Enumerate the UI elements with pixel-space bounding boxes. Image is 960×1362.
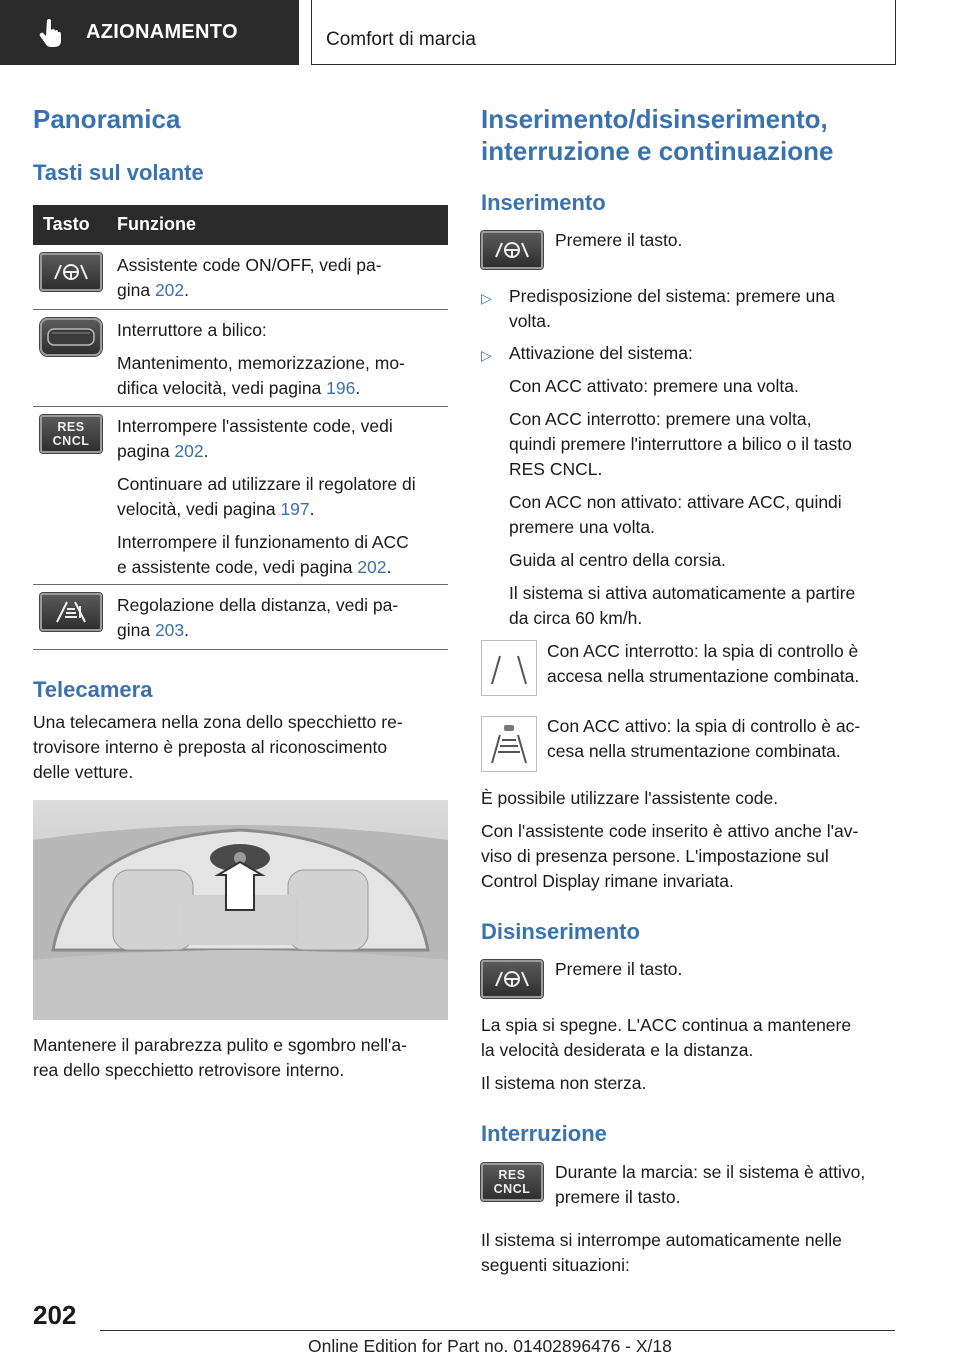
- bullet-text: [509, 284, 835, 334]
- bullet-line: Attivazione del sistema:: [509, 343, 693, 363]
- interrupt-heading: Interruzione: [481, 1121, 607, 1146]
- bullet-line: volta.: [509, 311, 551, 331]
- insert-after-text: [481, 786, 858, 894]
- chapter-tab: [0, 0, 299, 65]
- col-key-header: Tasto: [43, 214, 90, 234]
- chapter-title: AZIONAMENTO: [86, 21, 238, 43]
- row-text: gina: [117, 280, 155, 300]
- body-line: seguenti situazioni:: [481, 1255, 630, 1275]
- footer-divider: [100, 1330, 895, 1331]
- caption-line: Mantenere il parabrezza pulito e sgombro nell'a-: [33, 1035, 407, 1055]
- row-text: .: [386, 557, 392, 577]
- row-text: gina: [117, 620, 155, 640]
- indicator-line: Con ACC attivo: la spia di controllo è ac-: [547, 716, 861, 736]
- row-text: Interrompere il funzionamento di ACC: [117, 532, 409, 552]
- page-link[interactable]: 202: [154, 280, 185, 300]
- page-link[interactable]: 196: [326, 378, 356, 398]
- body-line: viso di presenza persone. L'impostazione sul: [481, 846, 829, 866]
- key-label: RES: [57, 420, 85, 434]
- bullet-text: [509, 341, 855, 631]
- footer-edition: Online Edition for Part no. 01402896476 - X/18: [308, 1336, 672, 1356]
- table-row: [117, 318, 405, 401]
- page-number: 202: [33, 1300, 77, 1330]
- disinsert-text: [481, 1013, 851, 1096]
- body-line: premere il tasto.: [555, 1187, 681, 1207]
- body-line: La spia si spegne. L'ACC continua a mantenere: [481, 1015, 852, 1035]
- bullet-line: Con ACC attivato: premere una volta.: [509, 376, 799, 396]
- body-line: trovisore interno è preposta al riconoscimento: [33, 737, 388, 757]
- indicator-line: Con ACC interrotto: la spia di controllo è: [547, 641, 859, 661]
- row-text: Interruttore a bilico:: [117, 320, 267, 340]
- steering-assist-button-icon: [481, 960, 543, 998]
- caption-line: rea dello specchietto retrovisore interno.: [33, 1060, 345, 1080]
- bullet-line: Predisposizione del sistema: premere una: [509, 286, 835, 306]
- subtitle-steering-buttons: Tasti sul volante: [33, 160, 204, 185]
- title-line: Inserimento/disinserimento,: [481, 104, 828, 134]
- steering-assist-button-icon: [40, 253, 102, 291]
- camera-body: [33, 710, 403, 785]
- indicator-line: cesa nella strumentazione combinata.: [547, 741, 841, 761]
- triangle-bullet-icon: ▷: [481, 290, 492, 306]
- row-text: .: [184, 280, 190, 300]
- divider: [33, 649, 448, 650]
- page-link[interactable]: 202: [174, 441, 204, 461]
- table-row: [117, 414, 416, 580]
- page-link[interactable]: 202: [357, 557, 387, 577]
- hand-pointer-icon: [38, 17, 64, 49]
- body-line: Control Display rimane invariata.: [481, 871, 734, 891]
- section-tab: [311, 0, 896, 65]
- bullet-line: premere una volta.: [509, 517, 655, 537]
- page-link[interactable]: 203: [154, 620, 185, 640]
- bullet-line: Con ACC interrotto: premere una volta,: [509, 409, 812, 429]
- table-row: [117, 253, 382, 303]
- page-link[interactable]: 197: [280, 499, 310, 519]
- key-label: RES: [498, 1168, 526, 1182]
- disinsert-heading: Disinserimento: [481, 919, 640, 944]
- disinsert-press: Premere il tasto.: [555, 959, 683, 979]
- divider: [33, 406, 448, 407]
- body-line: Il sistema si interrompe automaticamente nelle: [481, 1230, 842, 1250]
- row-text: .: [355, 378, 361, 398]
- table-row: [117, 593, 398, 643]
- row-text: .: [203, 441, 209, 461]
- row-text: Mantenimento, memorizzazione, mo-: [117, 353, 405, 373]
- insert-heading: Inserimento: [481, 190, 606, 215]
- row-text: e assistente code, vedi pagina: [117, 557, 358, 577]
- row-text: pagina: [117, 441, 175, 461]
- indicator-line: accesa nella strumentazione combinata.: [547, 666, 860, 686]
- body-line: Una telecamera nella zona dello specchietto re-: [33, 712, 403, 732]
- divider: [33, 309, 448, 310]
- camera-heading: Telecamera: [33, 677, 153, 702]
- distance-control-button-icon: [40, 593, 102, 631]
- divider: [33, 584, 448, 585]
- row-text: difica velocità, vedi pagina: [117, 378, 327, 398]
- row-text: velocità, vedi pagina: [117, 499, 281, 519]
- triangle-bullet-icon: ▷: [481, 347, 492, 363]
- col-function-header: Funzione: [117, 214, 196, 234]
- section-title: Comfort di marcia: [326, 29, 476, 50]
- lane-indicator-interrupted-icon: [481, 640, 537, 696]
- body-line: delle vetture.: [33, 762, 134, 782]
- rocker-switch-icon: [40, 318, 102, 356]
- bullet-line: Il sistema si attiva automaticamente a partire: [509, 583, 856, 603]
- camera-caption: [33, 1033, 407, 1083]
- table-header: [33, 205, 448, 245]
- indicator-text-interrupted: [547, 639, 859, 689]
- row-text: Regolazione della distanza, vedi pa-: [117, 595, 399, 615]
- interrupt-press: [555, 1160, 865, 1210]
- bullet-line: Con ACC non attivato: attivare ACC, quindi: [509, 492, 842, 512]
- key-label: CNCL: [52, 434, 90, 448]
- bullet-line: da circa 60 km/h.: [509, 608, 643, 628]
- row-text: .: [309, 499, 315, 519]
- steering-assist-button-icon: [481, 231, 543, 269]
- indicator-text-active: [547, 714, 860, 764]
- page-title: Panoramica: [33, 104, 181, 134]
- bullet-line: quindi premere l'interruttore a bilico o il tasto: [509, 434, 852, 454]
- lane-indicator-active-icon: [481, 716, 537, 772]
- bullet-line: Guida al centro della corsia.: [509, 550, 726, 570]
- body-line: Durante la marcia: se il sistema è attivo,: [555, 1162, 866, 1182]
- body-line: È possibile utilizzare l'assistente code.: [481, 788, 779, 808]
- row-text: Assistente code ON/OFF, vedi pa-: [117, 255, 382, 275]
- row-text: .: [184, 620, 190, 640]
- title-line: interruzione e continuazione: [481, 136, 834, 166]
- bullet-line: RES CNCL.: [509, 459, 603, 479]
- interrupt-text: [481, 1228, 842, 1278]
- res-cncl-button-icon: [481, 1163, 543, 1201]
- res-cncl-button-icon: [40, 415, 102, 453]
- insert-press: Premere il tasto.: [555, 230, 683, 250]
- body-line: Il sistema non sterza.: [481, 1073, 647, 1093]
- windshield-camera-photo: [33, 800, 448, 1020]
- body-line: Con l'assistente code inserito è attivo anche l'av-: [481, 821, 859, 841]
- row-text: Interrompere l'assistente code, vedi: [117, 416, 393, 436]
- row-text: Continuare ad utilizzare il regolatore di: [117, 474, 416, 494]
- key-label: CNCL: [493, 1182, 531, 1196]
- body-line: la velocità desiderata e la distanza.: [481, 1040, 754, 1060]
- section-title-main: [481, 103, 833, 167]
